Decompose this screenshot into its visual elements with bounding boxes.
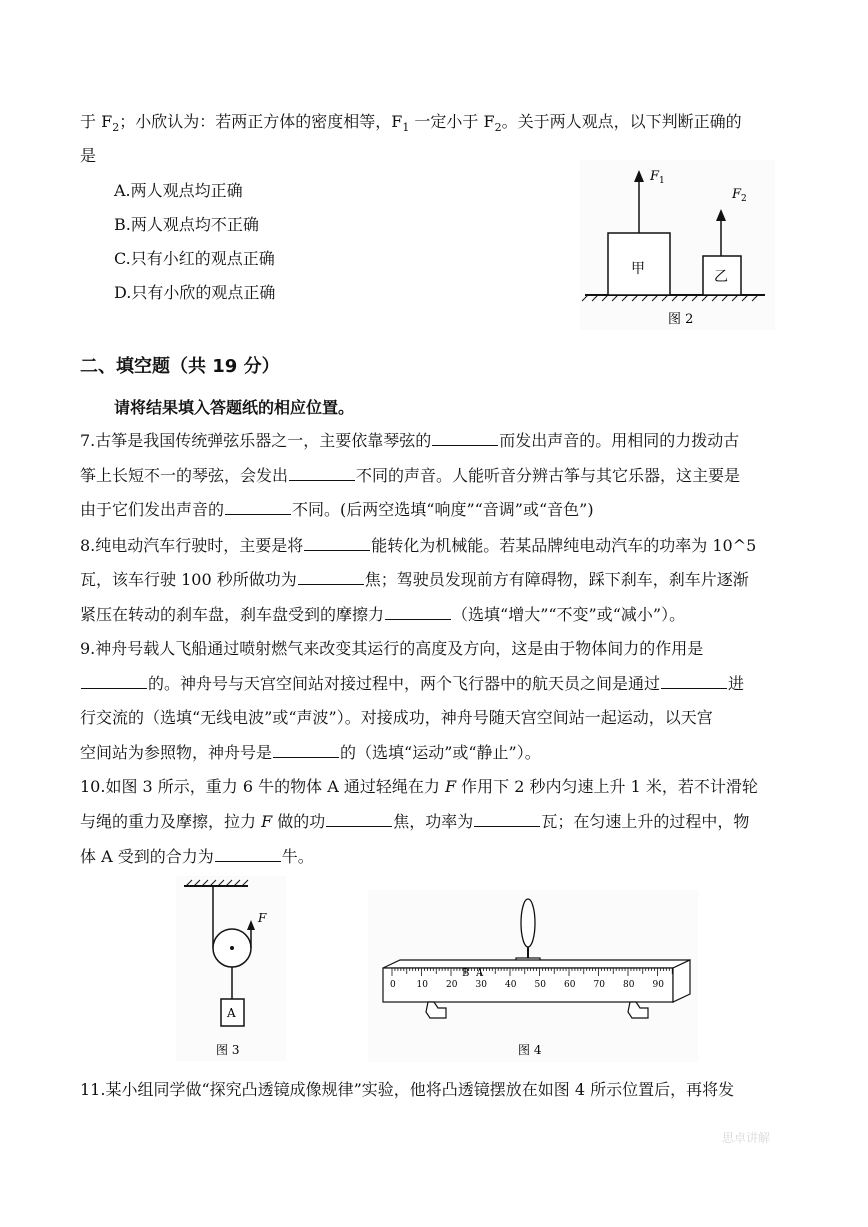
ruler-label: 50	[534, 980, 546, 990]
ruler-label: 90	[652, 980, 664, 990]
q10-blank-3[interactable]	[215, 845, 281, 862]
ruler-label: 10	[416, 980, 428, 990]
figure-2-caption: 图 2	[668, 312, 694, 327]
q6-option-c: C.只有小红的观点正确	[114, 249, 275, 268]
figure-2	[580, 160, 775, 330]
q9-line-1: 9.神舟号载人飞船通过喷射燃气来改变其运行的高度及方向，这是由于物体间力的作用是	[80, 639, 704, 658]
q10-line-2: 与绳的重力及摩擦，拉力 F 做的功 焦，功率为 瓦；在匀速上升的过程中，物	[80, 812, 750, 831]
block-yi-label: 乙	[714, 269, 728, 285]
figure-4-caption: 图 4	[518, 1043, 542, 1057]
force-label: F	[258, 911, 267, 925]
bench-top	[383, 960, 690, 968]
watermark: 思卓讲解	[722, 1131, 771, 1145]
q8-line-1: 8.纯电动汽车行驶时，主要是将 能转化为机械能。若某品牌纯电动汽车的功率为 10^5	[80, 536, 757, 555]
section-2-instruction: 请将结果填入答题纸的相应位置。	[114, 398, 355, 417]
ruler-label: 70	[593, 980, 605, 990]
ruler-label: 0	[390, 980, 396, 990]
q7-line-3: 由于它们发出声音的 不同。(后两空选填“响度”“音调”或“音色”)	[80, 500, 594, 519]
q7-blank-2[interactable]	[289, 464, 355, 481]
q6-option-b: B.两人观点均不正确	[114, 215, 259, 234]
q9-blank-3[interactable]	[273, 741, 339, 758]
convex-lens	[521, 899, 535, 947]
ruler-label: 20	[446, 980, 458, 990]
figure-3	[176, 876, 286, 1061]
q7-line-2: 筝上长短不一的琴弦，会发出 不同的声音。人能听音分辨古筝与其它乐器，这主要是	[80, 466, 741, 485]
q8-line-3: 紧压在转动的刹车盘，刹车盘受到的摩擦力 （选填“增大”“不变”或“减小”）。	[80, 605, 686, 624]
q9-blank-2[interactable]	[661, 672, 727, 689]
f1-label: $F_1$	[650, 169, 665, 186]
ruler-label: 80	[623, 980, 635, 990]
q9-line-4: 空间站为参照物，神舟号是 的（选填“运动”或“静止”）。	[80, 743, 541, 762]
q7-blank-3[interactable]	[225, 498, 291, 515]
q10-blank-2[interactable]	[474, 810, 540, 827]
q9-blank-1[interactable]	[81, 672, 147, 689]
q8-line-2: 瓦，该车行驶 100 秒所做功为 焦；驾驶员发现前方有障碍物，踩下刹车，刹车片逐渐	[80, 570, 749, 589]
q10-blank-1[interactable]	[326, 810, 392, 827]
f2-label: $F_2$	[732, 187, 747, 204]
q8-blank-3[interactable]	[385, 603, 451, 620]
q6-line-1: 于 $F_2$；小欣认为：若两正方体的密度相等，$F_1$ 一定小于 $F_2$。关于两人观点，以下判断正确的	[80, 112, 742, 135]
mark-a: A	[476, 968, 484, 979]
block-jia-label: 甲	[631, 261, 645, 277]
bench-side	[673, 960, 690, 1002]
ruler-label: 60	[564, 980, 576, 990]
q8-blank-2[interactable]	[298, 568, 364, 585]
q8-blank-1[interactable]	[304, 534, 370, 551]
q10-line-3: 体 A 受到的合力为 牛。	[80, 847, 314, 866]
q9-line-2: 的。神舟号与天宫空间站对接过程中，两个飞行器中的航天员之间是通过 进	[80, 672, 744, 695]
section-2-title: 二、填空题（共 19 分）	[80, 356, 280, 377]
q7-line-1: 7.古筝是我国传统弹弦乐器之一，主要依靠琴弦的 而发出声音的。用相同的力拨动古	[80, 431, 740, 450]
q6-line-2: 是	[80, 146, 97, 165]
block-a-label: A	[227, 1006, 236, 1020]
q9-line-3: 行交流的（选填“无线电波”或“声波”）。对接成功，神舟号随天宫空间站一起运动，以天宫	[80, 708, 713, 727]
q11-line-1: 11.某小组同学做“探究凸透镜成像规律”实验，他将凸透镜摆放在如图 4 所示位置后，再将发	[80, 1080, 735, 1099]
figure-3-caption: 图 3	[216, 1043, 240, 1057]
ruler-label: 40	[505, 980, 517, 990]
ruler-label: 30	[475, 980, 487, 990]
q6-option-d: D.只有小欣的观点正确	[114, 283, 276, 302]
figure-4	[368, 890, 698, 1062]
mark-b: B	[462, 968, 470, 979]
q7-blank-1[interactable]	[432, 429, 498, 446]
q6-option-a: A.两人观点均正确	[114, 181, 243, 200]
q10-line-1: 10.如图 3 所示，重力 6 牛的物体 A 通过轻绳在力 F 作用下 2 秒内匀速上升 1 米，若不计滑轮	[80, 777, 758, 796]
